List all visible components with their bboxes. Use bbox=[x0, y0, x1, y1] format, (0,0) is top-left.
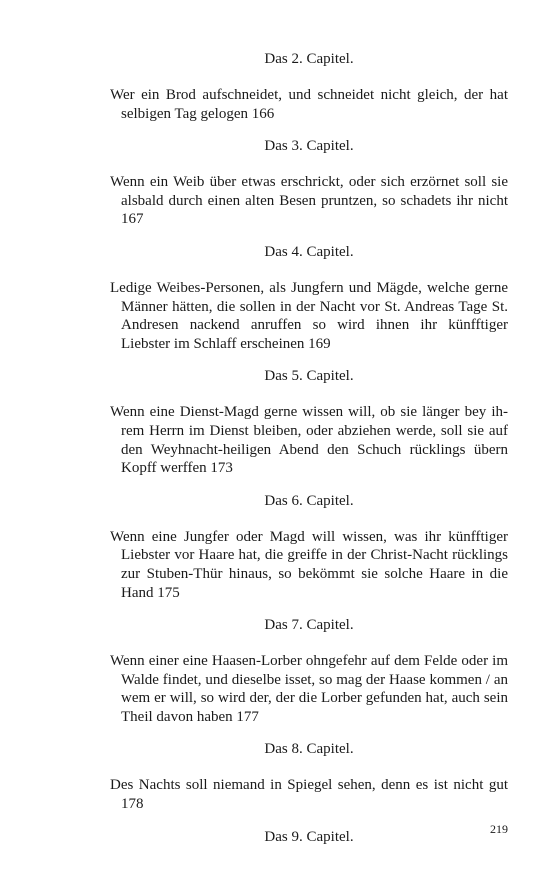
chapter-heading: Das 8. Capitel. bbox=[264, 741, 354, 758]
chapter-heading: Das 2. Capitel. bbox=[264, 51, 354, 67]
chapter-entry: Ledige Weibes-Personen, als Jungfern und Mägde, welche gerne Männer hätten, die sollen in der Nacht vor St. Andreas Tage St. Andresen nackend anruffen so wird ihnen ihr künfftiger Liebster im Schlaff erscheinen 169 bbox=[110, 279, 508, 352]
chapter-entry: Wer ein Brod aufschneidet, und schneidet nicht gleich, der hat selbigen Tag gelogen 166 bbox=[110, 87, 508, 122]
chapter-entry: Des Nachts soll niemand in Spiegel sehen, denn es ist nicht gut 178 bbox=[110, 777, 508, 813]
chapter-heading: Das 6. Capitel. bbox=[264, 492, 354, 509]
chapter-heading: Das 9. Capitel. bbox=[264, 828, 354, 845]
page-number: 219 bbox=[490, 822, 508, 836]
chapter-heading: Das 5. Capitel. bbox=[264, 368, 354, 385]
table-of-contents bbox=[110, 50, 508, 864]
chapter-heading: Das 4. Capitel. bbox=[264, 243, 354, 260]
chapter-entry: Wenn eine Jungfer oder Magd will wissen, was ihr künfftiger Liebster vor Haare hat, die greiffe in der Christ-Nacht rücklings zur Stuben-Thür hinaus, so bekömmt sie solche Haare in die Hand 175 bbox=[110, 528, 508, 601]
chapter-entry: Wenn eine Dienst-Magd gerne wissen will, ob sie länger bey ihrem Herrn im Dienst bleiben, oder abziehen werde, soll sie auf den Weyhnacht-heiligen Abend den Schuch rücklings übern Kopff werffen 173 bbox=[110, 404, 508, 477]
chapter-entry: Wenn ein Weib über etwas erschrickt, oder sich erzörnet soll sie alsbald durch einen alten Besen pruntzen, so schadets ihr nicht 167 bbox=[110, 174, 508, 228]
chapter-heading: Das 7. Capitel. bbox=[264, 617, 354, 634]
chapter-entry: Wenn einer eine Haasen-Lorber ohngefehr auf dem Felde oder im Walde findet, und dieselbe isset, so mag der Haase kommen / an wem er will, so wird der, der die Lorber gefunden hat, auch sein Theil davon haben 177 bbox=[110, 653, 508, 725]
chapter-heading: Das 3. Capitel. bbox=[264, 138, 354, 155]
